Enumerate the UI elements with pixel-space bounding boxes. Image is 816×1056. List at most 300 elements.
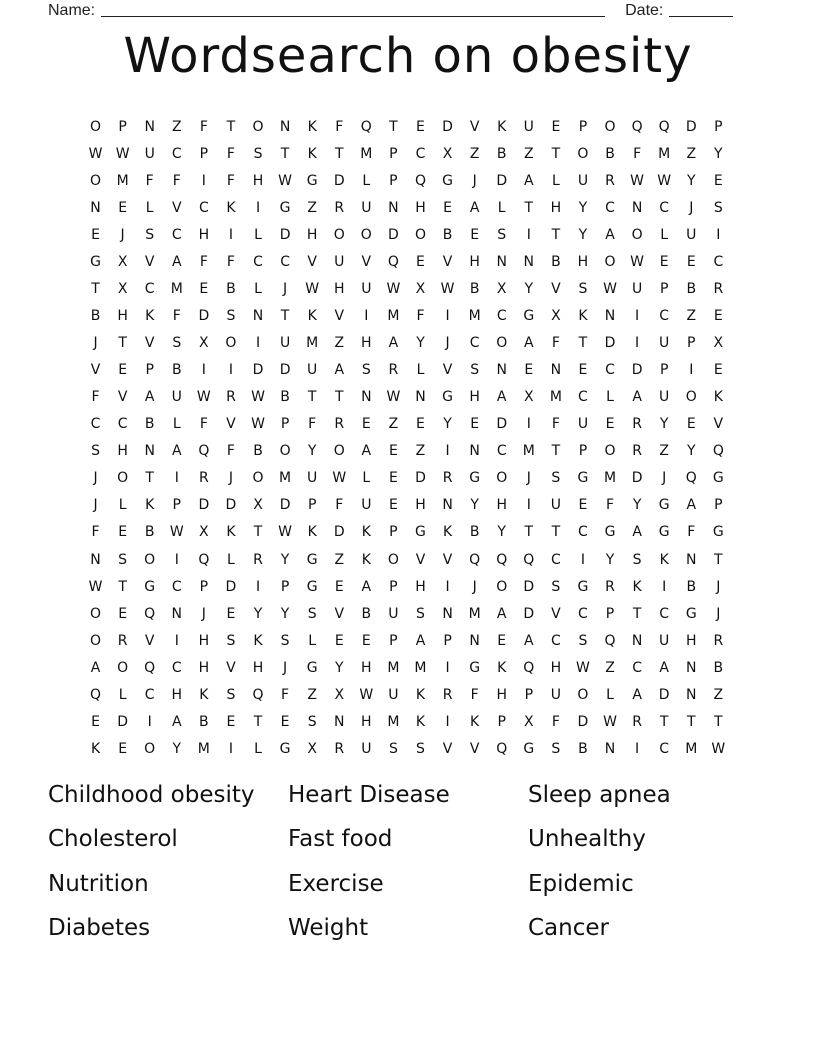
grid-letter: E (551, 118, 561, 135)
grid-letter: C (605, 199, 615, 216)
grid-letter: P (659, 280, 669, 297)
grid-letter: D (496, 172, 508, 189)
grid-letter: N (442, 605, 453, 622)
grid-letter: J (716, 578, 721, 595)
grid-letter: W (630, 253, 645, 270)
grid-letter: A (171, 713, 182, 730)
grid-letter: P (199, 578, 209, 595)
grid-letter: I (445, 443, 450, 460)
grid-letter: P (524, 686, 534, 703)
grid-letter: V (171, 199, 182, 216)
grid-letter: D (496, 416, 508, 433)
grid-letter: H (496, 686, 507, 703)
grid-letter: R (334, 416, 345, 433)
grid-letter: I (201, 172, 206, 189)
grid-letter: W (278, 172, 292, 189)
grid-letter: T (659, 713, 669, 730)
grid-letter: L (254, 280, 262, 297)
grid-letter: D (523, 578, 535, 595)
grid-letter: N (144, 443, 155, 460)
grid-letter: E (388, 470, 398, 487)
grid-letter: W (440, 280, 455, 297)
grid-letter: T (280, 307, 290, 324)
grid-letter: A (632, 524, 642, 541)
grid-letter: E (361, 632, 371, 649)
grid-letter: M (549, 389, 562, 406)
grid-letter: H (550, 659, 562, 676)
grid-letter: W (711, 740, 726, 757)
grid-letter: Y (714, 145, 723, 162)
grid-letter: T (714, 551, 723, 568)
grid-letter: M (603, 470, 617, 487)
word-list-item: Exercise (288, 870, 384, 897)
grid-letter: V (144, 632, 155, 649)
grid-letter: C (605, 362, 615, 379)
grid-letter: D (225, 497, 237, 514)
grid-letter: W (115, 145, 130, 162)
grid-letter: U (659, 335, 670, 352)
grid-letter: D (604, 335, 616, 352)
grid-letter: E (497, 632, 507, 649)
grid-letter: O (333, 226, 345, 243)
grid-letter: Z (686, 145, 697, 162)
grid-letter: A (171, 443, 182, 460)
grid-letter: R (198, 470, 209, 487)
grid-letter: S (253, 145, 263, 162)
grid-letter: B (144, 416, 155, 433)
grid-letter: G (442, 389, 453, 406)
grid-letter: Y (253, 605, 263, 622)
grid-letter: F (226, 145, 235, 162)
grid-letter: N (469, 632, 480, 649)
grid-letter: O (333, 443, 345, 460)
grid-letter: F (226, 443, 235, 460)
grid-letter: Z (307, 686, 317, 703)
grid-letter: Y (172, 740, 182, 757)
grid-letter: C (280, 253, 290, 270)
grid-letter: T (226, 118, 236, 135)
grid-letter: B (361, 605, 372, 622)
grid-letter: M (414, 659, 427, 676)
grid-letter: S (280, 632, 290, 649)
grid-letter: D (442, 118, 453, 135)
grid-letter: E (686, 416, 696, 433)
grid-letter: J (201, 605, 206, 622)
grid-letter: G (658, 524, 670, 541)
grid-letter: H (306, 226, 318, 243)
grid-letter: W (251, 389, 265, 406)
grid-letter: G (469, 659, 481, 676)
grid-letter: I (364, 307, 369, 324)
grid-letter: Q (523, 659, 535, 676)
grid-letter: L (172, 416, 181, 433)
grid-letter: G (523, 307, 535, 324)
grid-letter: P (118, 118, 127, 135)
grid-letter: N (686, 659, 697, 676)
grid-letter: E (361, 416, 371, 433)
grid-letter: C (117, 416, 128, 433)
grid-letter: Y (686, 443, 696, 460)
grid-letter: C (659, 740, 670, 757)
grid-letter: A (415, 632, 426, 649)
grid-letter: S (551, 578, 561, 595)
grid-letter: E (470, 226, 480, 243)
grid-letter: Z (659, 443, 669, 460)
grid-letter: O (604, 118, 616, 135)
grid-letter: H (496, 497, 507, 514)
grid-letter: M (279, 470, 292, 487)
grid-letter: Q (144, 659, 156, 676)
date-label: Date: (625, 2, 664, 19)
grid-letter: Z (523, 145, 534, 162)
grid-letter: E (416, 118, 425, 135)
grid-letter: V (90, 362, 101, 379)
grid-letter: S (388, 740, 398, 757)
grid-letter: G (279, 199, 291, 216)
grid-letter: Q (496, 551, 508, 568)
grid-letter: U (577, 172, 589, 189)
grid-letter: S (416, 740, 425, 757)
grid-letter: D (252, 362, 264, 379)
grid-letter: N (469, 443, 480, 460)
grid-letter: M (468, 307, 481, 324)
grid-letter: C (659, 605, 670, 622)
grid-letter: O (144, 740, 156, 757)
grid-letter: V (307, 253, 317, 270)
grid-letter: V (442, 740, 453, 757)
grid-letter: G (658, 497, 670, 514)
grid-letter: Y (334, 659, 344, 676)
grid-letter: X (713, 335, 724, 352)
grid-letter: D (117, 713, 128, 730)
grid-letter: E (578, 497, 588, 514)
name-field[interactable] (101, 0, 605, 17)
grid-letter: O (631, 226, 643, 243)
grid-letter: E (713, 362, 723, 379)
letter-grid (82, 113, 732, 763)
grid-letter: V (469, 118, 480, 135)
grid-letter: K (253, 632, 263, 649)
grid-letter: N (252, 307, 264, 324)
grid-letter: P (172, 497, 181, 514)
grid-letter: V (442, 362, 453, 379)
grid-letter: S (172, 335, 182, 352)
grid-letter: L (551, 172, 560, 189)
grid-letter: P (605, 605, 615, 622)
grid-letter: D (415, 470, 426, 487)
grid-letter: G (90, 253, 101, 270)
grid-letter: O (117, 470, 129, 487)
grid-letter: F (551, 416, 560, 433)
grid-letter: P (307, 497, 317, 514)
grid-letter: H (333, 280, 345, 297)
grid-letter: C (415, 145, 426, 162)
grid-letter: H (361, 713, 372, 730)
grid-letter: U (631, 280, 643, 297)
grid-letter: F (551, 335, 560, 352)
grid-letter: F (335, 497, 344, 514)
grid-letter: A (632, 389, 642, 406)
grid-letter: K (361, 551, 371, 568)
grid-letter: Q (387, 253, 399, 270)
word-list-item: Sleep apnea (528, 782, 671, 808)
grid-letter: S (497, 226, 507, 243)
grid-letter: F (172, 172, 181, 189)
grid-letter: D (279, 226, 291, 243)
grid-letter: D (523, 605, 535, 622)
grid-letter: Y (416, 335, 425, 352)
grid-letter: H (685, 632, 697, 649)
grid-letter: K (442, 524, 453, 541)
grid-letter: P (497, 713, 506, 730)
grid-letter: H (117, 307, 128, 324)
grid-letter: B (280, 389, 290, 406)
grid-letter: C (171, 578, 182, 595)
grid-letter: E (470, 416, 480, 433)
grid-letter: N (90, 199, 101, 216)
grid-letter: O (90, 605, 102, 622)
grid-letter: Q (144, 605, 156, 622)
grid-letter: Q (631, 118, 643, 135)
grid-letter: N (496, 362, 507, 379)
grid-letter: C (253, 253, 263, 270)
grid-letter: W (657, 172, 672, 189)
grid-letter: I (662, 578, 667, 595)
grid-letter: L (308, 632, 317, 649)
grid-letter: C (469, 335, 480, 352)
grid-letter: I (147, 713, 152, 730)
grid-letter: S (632, 551, 642, 568)
grid-letter: R (226, 389, 236, 406)
grid-letter: C (171, 145, 182, 162)
grid-letter: U (361, 199, 372, 216)
grid-letter: U (307, 362, 318, 379)
grid-letter: D (685, 118, 697, 135)
grid-letter: V (334, 307, 345, 324)
grid-letter: S (118, 551, 128, 568)
grid-letter: R (713, 280, 724, 297)
grid-letter: T (551, 145, 561, 162)
grid-letter: U (550, 686, 561, 703)
grid-letter: T (551, 226, 561, 243)
grid-letter: O (577, 686, 589, 703)
grid-letter: M (197, 740, 210, 757)
grid-letter: B (144, 524, 155, 541)
grid-letter: L (660, 226, 669, 243)
grid-letter: K (145, 497, 155, 514)
grid-letter: E (578, 362, 588, 379)
grid-letter: Y (280, 605, 290, 622)
grid-letter: Z (334, 335, 345, 352)
grid-letter: V (713, 416, 724, 433)
grid-letter: R (334, 199, 345, 216)
grid-letter: Y (578, 226, 588, 243)
grid-letter: R (442, 470, 453, 487)
grid-letter: P (578, 118, 588, 135)
grid-letter: U (307, 470, 318, 487)
grid-letter: I (445, 659, 450, 676)
grid-letter: W (251, 416, 265, 433)
grid-letter: F (335, 118, 344, 135)
grid-letter: I (174, 632, 179, 649)
grid-letter: T (389, 118, 398, 135)
grid-letter: Q (523, 551, 535, 568)
grid-letter: M (658, 145, 671, 162)
grid-letter: O (685, 389, 697, 406)
word-list-item: Unhealthy (528, 826, 646, 853)
grid-letter: C (659, 199, 670, 216)
grid-letter: R (388, 362, 399, 379)
grid-letter: Y (524, 280, 534, 297)
grid-letter: F (145, 172, 154, 189)
grid-letter: F (199, 416, 208, 433)
grid-letter: T (578, 335, 588, 352)
grid-letter: P (443, 632, 452, 649)
grid-letter: K (226, 199, 236, 216)
grid-letter: T (118, 335, 127, 352)
grid-letter: Y (659, 416, 669, 433)
grid-letter: A (659, 659, 669, 676)
grid-letter: W (196, 389, 211, 406)
grid-letter: M (685, 740, 698, 757)
grid-letter: H (415, 578, 426, 595)
grid-letter: P (389, 524, 398, 541)
grid-letter: A (171, 253, 182, 270)
grid-letter: W (305, 280, 320, 297)
grid-letter: W (603, 280, 617, 297)
grid-letter: J (93, 497, 98, 514)
grid-letter: O (90, 632, 102, 649)
grid-letter: A (524, 632, 534, 649)
grid-letter: E (605, 416, 615, 433)
grid-letter: H (361, 659, 372, 676)
grid-letter: P (389, 578, 398, 595)
grid-letter: J (228, 470, 233, 487)
grid-letter: F (551, 713, 560, 730)
grid-letter: S (578, 280, 588, 297)
grid-letter: U (388, 686, 399, 703)
word-list-item: Diabetes (48, 914, 151, 941)
grid-letter: P (714, 118, 723, 135)
grid-letter: J (120, 226, 125, 243)
grid-letter: U (171, 389, 182, 406)
grid-letter: Z (307, 199, 317, 216)
grid-letter: X (496, 280, 507, 297)
grid-letter: T (334, 389, 344, 406)
grid-letter: P (389, 145, 398, 162)
grid-letter: Q (685, 470, 697, 487)
grid-letter: O (117, 659, 129, 676)
grid-letter: T (145, 470, 154, 487)
grid-letter: W (603, 713, 617, 730)
grid-letter: Z (415, 443, 426, 460)
grid-letter: H (550, 199, 562, 216)
grid-letter: D (279, 497, 291, 514)
grid-letter: Y (605, 551, 615, 568)
grid-letter: N (334, 713, 345, 730)
grid-letter: I (580, 551, 586, 568)
grid-letter: C (90, 416, 101, 433)
grid-letter: T (551, 524, 561, 541)
grid-letter: G (144, 578, 156, 595)
grid-letter: S (551, 740, 561, 757)
grid-letter: Y (686, 172, 696, 189)
grid-letter: X (415, 280, 426, 297)
grid-letter: D (279, 362, 291, 379)
grid-letter: L (416, 362, 425, 379)
date-field[interactable] (669, 0, 733, 17)
grid-letter: J (716, 605, 721, 622)
grid-letter: T (307, 389, 317, 406)
grid-letter: C (550, 632, 561, 649)
grid-letter: Z (334, 551, 345, 568)
grid-letter: V (334, 605, 345, 622)
grid-letter: H (198, 226, 210, 243)
grid-letter: V (469, 740, 480, 757)
grid-letter: F (226, 172, 235, 189)
grid-letter: L (145, 199, 154, 216)
grid-letter: B (686, 578, 697, 595)
grid-letter: K (415, 713, 426, 730)
grid-letter: Q (658, 118, 670, 135)
grid-letter: A (496, 389, 507, 406)
grid-letter: T (632, 605, 642, 622)
grid-letter: G (469, 470, 481, 487)
grid-letter: F (633, 145, 642, 162)
grid-letter: V (361, 253, 372, 270)
grid-letter: S (361, 362, 371, 379)
word-list-item: Childhood obesity (48, 782, 255, 808)
grid-letter: R (605, 172, 615, 189)
grid-letter: X (442, 145, 453, 162)
grid-letter: Q (90, 686, 102, 703)
grid-letter: X (523, 713, 534, 730)
grid-letter: P (145, 362, 154, 379)
grid-letter: A (605, 226, 615, 243)
grid-letter: X (199, 524, 209, 541)
grid-letter: Z (469, 145, 480, 162)
grid-letter: V (551, 605, 561, 622)
grid-letter: I (635, 740, 640, 757)
name-date-header (48, 0, 748, 20)
grid-letter: I (174, 470, 179, 487)
grid-letter: S (551, 470, 561, 487)
grid-letter: U (334, 253, 345, 270)
grid-letter: T (686, 713, 696, 730)
grid-letter: C (659, 307, 670, 324)
grid-letter: M (387, 713, 400, 730)
grid-letter: I (201, 362, 206, 379)
grid-letter: I (255, 199, 261, 216)
grid-letter: T (118, 578, 127, 595)
grid-letter: X (253, 497, 263, 514)
grid-letter: R (253, 551, 263, 568)
grid-letter: K (632, 578, 642, 595)
grid-letter: K (659, 551, 669, 568)
grid-letter: C (198, 199, 209, 216)
grid-letter: I (445, 578, 450, 595)
grid-letter: Y (578, 199, 588, 216)
grid-letter: W (88, 578, 103, 595)
grid-letter: U (550, 497, 561, 514)
grid-letter: F (470, 686, 479, 703)
grid-letter: Q (712, 443, 724, 460)
grid-letter: O (90, 172, 102, 189)
grid-letter: E (91, 226, 100, 243)
grid-letter: J (93, 470, 98, 487)
grid-letter: E (524, 362, 534, 379)
grid-letter: L (227, 551, 235, 568)
